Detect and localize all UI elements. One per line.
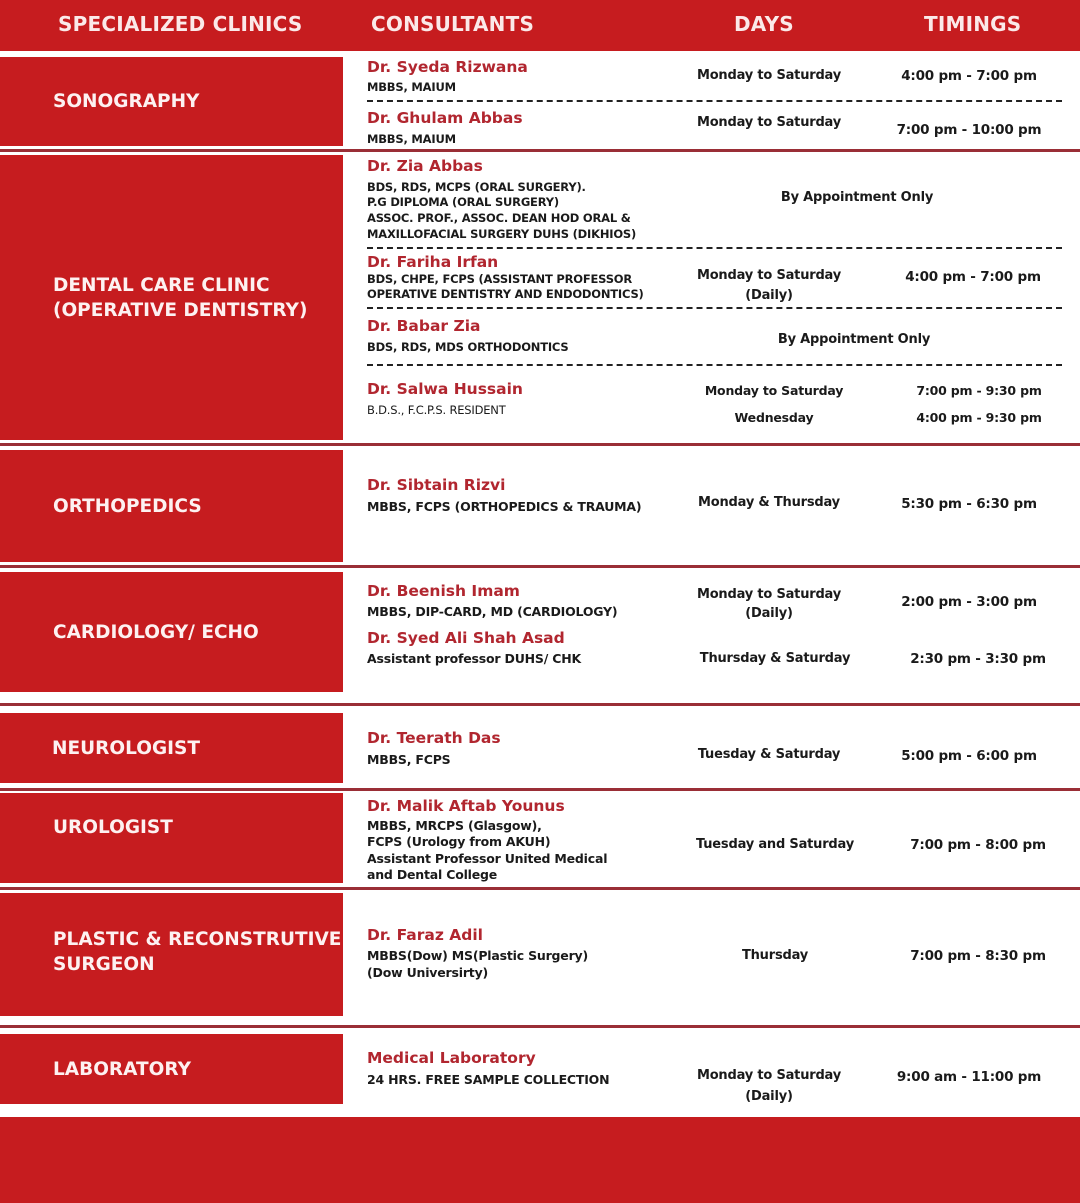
clinic-plastic-surgeon [0,893,343,1016]
consultant-timing: 2:00 pm - 3:00 pm [901,594,1037,610]
consultant-timing: 5:30 pm - 6:30 pm [901,496,1037,512]
consultant-name: Dr. Ghulam Abbas [367,109,523,127]
section-separator [0,1025,1080,1028]
consultant-days: Tuesday and Saturday [696,837,854,852]
clinic-urologist [0,793,343,883]
consultant-days: Monday to Saturday [704,383,844,398]
consultant-timing: 4:00 pm - 9:30 pm [916,410,1042,425]
clinic-cardiology [0,572,343,692]
consultant-qualification: ASSOC. PROF., ASSOC. DEAN HOD ORAL & [367,211,631,225]
consultant-qualification: and Dental College [367,867,498,882]
consultant-name: Dr. Babar Zia [367,317,481,335]
section-separator [0,788,1080,791]
clinic-laboratory [0,1034,343,1104]
header-timings: TIMINGS [924,12,1022,36]
consultant-qualification: OPERATIVE DENTISTRY AND ENDODONTICS) [367,287,644,301]
clinic-label: LABORATORY [53,1058,192,1080]
consultant-qualification: 24 HRS. FREE SAMPLE COLLECTION [367,1072,610,1087]
consultant-name: Dr. Faraz Adil [367,926,483,944]
clinic-label: NEUROLOGIST [52,737,200,759]
consultant-timing: 4:00 pm - 7:00 pm [901,68,1037,84]
clinic-label: SONOGRAPHY [53,91,200,112]
consultant-timing: 7:00 pm - 8:30 pm [910,948,1046,964]
consultant-name: Dr. Teerath Das [367,729,501,747]
consultant-name: Dr. Syeda Rizwana [367,58,528,76]
dashed-divider [367,307,1062,309]
consultant-name: Dr. Malik Aftab Younus [367,797,565,815]
consultant-timing: 4:00 pm - 7:00 pm [905,269,1041,285]
consultant-days: Thursday & Saturday [699,651,851,666]
consultant-qualification: BDS, CHPE, FCPS (ASSISTANT PROFESSOR [367,272,633,286]
consultant-qualification: Assistant professor DUHS/ CHK [367,651,581,666]
appointment-note: By Appointment Only [777,332,931,347]
consultant-qualification: MBBS, MAIUM [367,80,456,94]
header-days: DAYS [734,12,794,36]
header-consultants: CONSULTANTS [371,12,535,36]
consultant-timing: 2:30 pm - 3:30 pm [910,651,1046,667]
consultant-days: Monday to Saturday [696,268,842,283]
consultant-name: Dr. Salwa Hussain [367,380,523,398]
clinic-label: CARDIOLOGY/ ECHO [53,621,259,643]
consultant-timing: 7:00 pm - 8:00 pm [910,837,1046,853]
appointment-note: By Appointment Only [780,190,934,205]
consultant-name: Dr. Zia Abbas [367,157,483,175]
consultant-days: Thursday [741,948,809,963]
clinic-orthopedics [0,450,343,562]
consultant-qualification: (Dow Universirty) [367,965,489,980]
dashed-divider [367,100,1062,102]
consultant-qualification: MAXILLOFACIAL SURGERY DUHS (DIKHIOS) [367,227,637,241]
dashed-divider [367,364,1062,366]
section-separator [0,149,1080,152]
consultant-timing: 7:00 pm - 10:00 pm [896,122,1042,138]
table-header [0,0,1080,51]
consultant-days: (Daily) [745,606,793,621]
consultant-qualification: MBBS, FCPS (ORTHOPEDICS & TRAUMA) [367,499,642,514]
clinic-label-line: PLASTIC & RECONSTRUTIVE [53,929,342,950]
consultant-qualification: MBBS, DIP-CARD, MD (CARDIOLOGY) [367,604,618,619]
dashed-divider [367,247,1062,249]
consultant-qualification: BDS, RDS, MDS ORTHODONTICS [367,340,569,354]
clinic-label-line: DENTAL CARE CLINIC [53,274,270,296]
consultant-days: Monday & Thursday [698,495,840,510]
consultant-qualification: MBBS, FCPS [367,752,451,767]
section-separator [0,443,1080,446]
consultant-name: Dr. Sibtain Rizvi [367,476,506,494]
consultant-qualification: MBBS, MRCPS (Glasgow), [367,818,542,833]
consultant-days: Monday to Saturday [696,68,842,83]
consultant-timing: 5:00 pm - 6:00 pm [901,748,1037,764]
consultant-name: Dr. Beenish Imam [367,582,520,600]
footer-band [0,1117,1080,1203]
section-separator [0,703,1080,706]
consultant-name: Dr. Syed Ali Shah Asad [367,629,565,647]
clinic-label-line: SURGEON [53,954,155,975]
clinic-dental-care [0,155,343,440]
header-clinics: SPECIALIZED CLINICS [58,12,303,36]
consultant-days: (Daily) [745,288,793,303]
clinic-neurologist [0,713,343,783]
consultant-days: Tuesday & Saturday [697,747,841,762]
clinic-sonography [0,57,343,146]
clinic-label: ORTHOPEDICS [53,495,202,517]
consultant-name: Dr. Fariha Irfan [367,253,499,271]
consultant-qualification: BDS, RDS, MCPS (ORAL SURGERY). [367,180,586,194]
consultant-days: Monday to Saturday [696,1068,842,1083]
consultant-days: Wednesday [734,410,814,425]
consultant-qualification: FCPS (Urology from AKUH) [367,834,551,849]
consultant-qualification: MBBS(Dow) MS(Plastic Surgery) [367,948,589,963]
consultant-qualification: B.D.S., F.C.P.S. RESIDENT [367,403,506,417]
consultant-qualification: P.G DIPLOMA (ORAL SURGERY) [367,195,559,209]
consultant-days: (Daily) [745,1089,793,1104]
consultant-qualification: Assistant Professor United Medical [367,851,608,866]
clinic-label-line: (OPERATIVE DENTISTRY) [53,299,308,321]
section-separator [0,565,1080,568]
consultant-timing: 9:00 am - 11:00 pm [896,1069,1042,1085]
consultant-timing: 7:00 pm - 9:30 pm [916,383,1042,398]
consultant-name: Medical Laboratory [367,1049,536,1067]
clinic-label: UROLOGIST [53,817,173,838]
section-separator [0,887,1080,890]
consultant-days: Monday to Saturday [696,587,842,602]
consultant-qualification: MBBS, MAIUM [367,132,456,146]
consultant-days: Monday to Saturday [696,115,842,130]
